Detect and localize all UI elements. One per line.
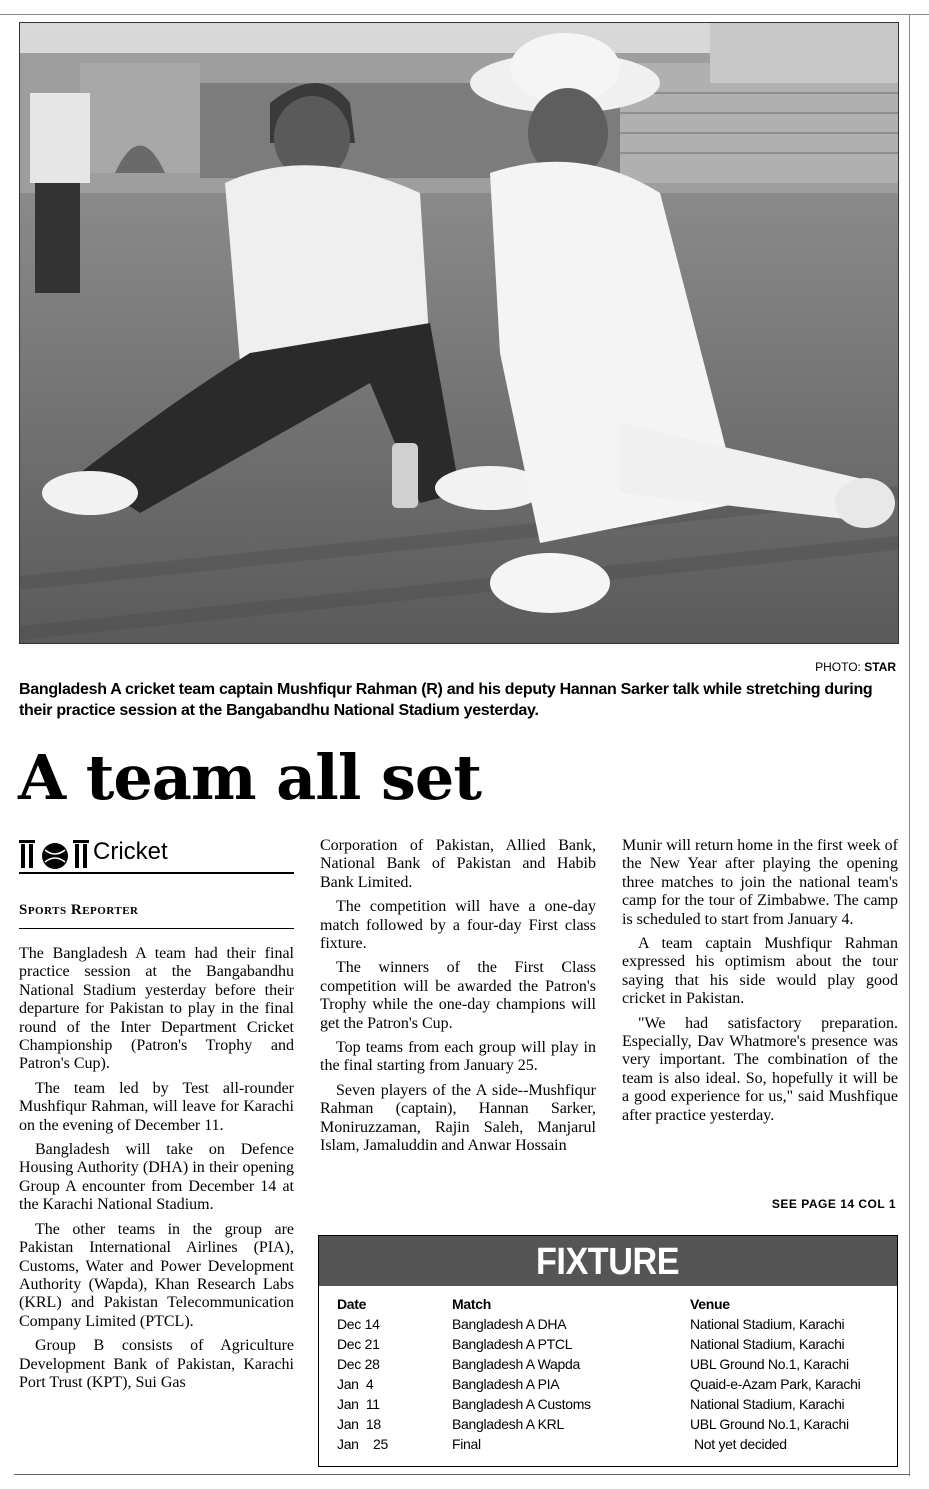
bottom-rule bbox=[14, 1474, 910, 1475]
paragraph: The Bangladesh A team had their final practice session at the Bangabandhu National Stadium yesterday before their departure for Pakistan to play in the final round of the Inter Department Cricket Championship (Patron's Trophy and Patron's Cup). bbox=[19, 945, 294, 1073]
news-photo bbox=[19, 22, 899, 644]
cell-match: Bangladesh A Customs bbox=[452, 1396, 591, 1412]
section-label: Cricket bbox=[93, 838, 168, 865]
cell-date: Dec 14 bbox=[337, 1316, 380, 1332]
cell-match: Bangladesh A PIA bbox=[452, 1376, 560, 1392]
paragraph: The winners of the First Class competition will be awarded the Patron's Trophy while the one-day champions will get the Patron's Cup. bbox=[320, 959, 596, 1032]
paragraph: Corporation of Pakistan, Allied Bank, National Bank of Pakistan and Habib Bank Limited. bbox=[320, 837, 596, 891]
paragraph: The other teams in the group are Pakistan International Airlines (PIA), Customs, Water and Power Development Authority (Wapda), Khan Research Labs (KRL) and Pakistan Telecommunication Company Limited (PTCL). bbox=[19, 1220, 294, 1330]
cell-match: Bangladesh A DHA bbox=[452, 1316, 567, 1332]
continuation-note: SEE PAGE 14 COL 1 bbox=[771, 1197, 896, 1211]
paragraph: Munir will return home in the first week of the New Year after playing the opening three matches to join the national team's camp for the tour of Zimbabwe. The camp is scheduled to start from January 4. bbox=[622, 837, 898, 928]
cell-match: Bangladesh A Wapda bbox=[452, 1356, 580, 1372]
cell-date: Jan 18 bbox=[337, 1416, 381, 1432]
paragraph: Group B consists of Agriculture Development Bank of Pakistan, Karachi Port Trust (KPT), Sui Gas bbox=[19, 1337, 294, 1391]
fixture-table bbox=[318, 1235, 898, 1467]
fixture-title-bar bbox=[319, 1236, 897, 1286]
cell-date: Dec 28 bbox=[337, 1356, 380, 1372]
cell-date: Jan 11 bbox=[337, 1396, 380, 1412]
cell-venue: National Stadium, Karachi bbox=[690, 1396, 845, 1412]
photo-caption: Bangladesh A cricket team captain Mushfiqur Rahman (R) and his deputy Hannan Sarker talk while stretching during their practice session at the Bangabandhu National Stadium yesterday. bbox=[19, 681, 873, 719]
byline-rule bbox=[19, 928, 294, 929]
paragraph: Bangladesh will take on Defence Housing Authority (DHA) in their opening Group A encounter from December 14 at the Karachi National Stadium. bbox=[19, 1141, 294, 1214]
section-header bbox=[19, 832, 294, 874]
fixture-title: FIXTURE bbox=[536, 1241, 680, 1283]
paragraph: The competition will have a one-day match followed by a four-day First class fixture. bbox=[320, 898, 596, 953]
paragraph: A team captain Mushfiqur Rahman expressed his optimism about the tour saying that his side would play good cricket in Pakistan. bbox=[622, 935, 898, 1008]
header-venue: Venue bbox=[690, 1296, 730, 1312]
cell-match: Bangladesh A PTCL bbox=[452, 1336, 573, 1352]
article-column-1 bbox=[19, 945, 294, 1398]
header-date: Date bbox=[337, 1296, 367, 1312]
photo-credit: PHOTO: STAR bbox=[815, 660, 896, 674]
right-rule bbox=[909, 14, 910, 1476]
cell-date: Dec 21 bbox=[337, 1336, 380, 1352]
cell-venue: National Stadium, Karachi bbox=[690, 1336, 845, 1352]
byline: Sports Reporter bbox=[19, 902, 139, 918]
article-column-3 bbox=[622, 837, 898, 1131]
paragraph: Seven players of the A side--Mushfiqur Rahman (captain), Hannan Sarker, Moniruzzaman, Rajin Saleh, Manjarul Islam, Jamaluddin and Anwar Hossain bbox=[320, 1081, 596, 1155]
cell-date: Jan 25 bbox=[337, 1436, 389, 1452]
cell-venue: Quaid-e-Azam Park, Karachi bbox=[690, 1376, 861, 1392]
paragraph: The team led by Test all-rounder Mushfiqur Rahman, will leave for Karachi on the evening of December 11. bbox=[19, 1079, 294, 1134]
cell-venue: Not yet decided bbox=[694, 1436, 787, 1452]
cell-venue: UBL Ground No.1, Karachi bbox=[690, 1416, 849, 1432]
cell-date: Jan 4 bbox=[337, 1376, 374, 1392]
top-rule bbox=[0, 14, 929, 15]
cell-venue: UBL Ground No.1, Karachi bbox=[690, 1356, 849, 1372]
header-match: Match bbox=[452, 1296, 491, 1312]
headline: A team all set bbox=[18, 741, 481, 814]
article-column-2 bbox=[320, 837, 596, 1162]
cell-venue: National Stadium, Karachi bbox=[690, 1316, 845, 1332]
cell-match: Final bbox=[452, 1436, 481, 1452]
cell-match: Bangladesh A KRL bbox=[452, 1416, 564, 1432]
paragraph: "We had satisfactory preparation. Especially, Dav Whatmore's presence was very important. The combination of the team is also ideal. So, hopefully it will be a good experience for us," said Mushfique after practice yesterday. bbox=[622, 1014, 898, 1124]
cricket-logo-icon bbox=[19, 836, 91, 870]
paragraph: Top teams from each group will play in the final starting from January 25. bbox=[320, 1039, 596, 1075]
